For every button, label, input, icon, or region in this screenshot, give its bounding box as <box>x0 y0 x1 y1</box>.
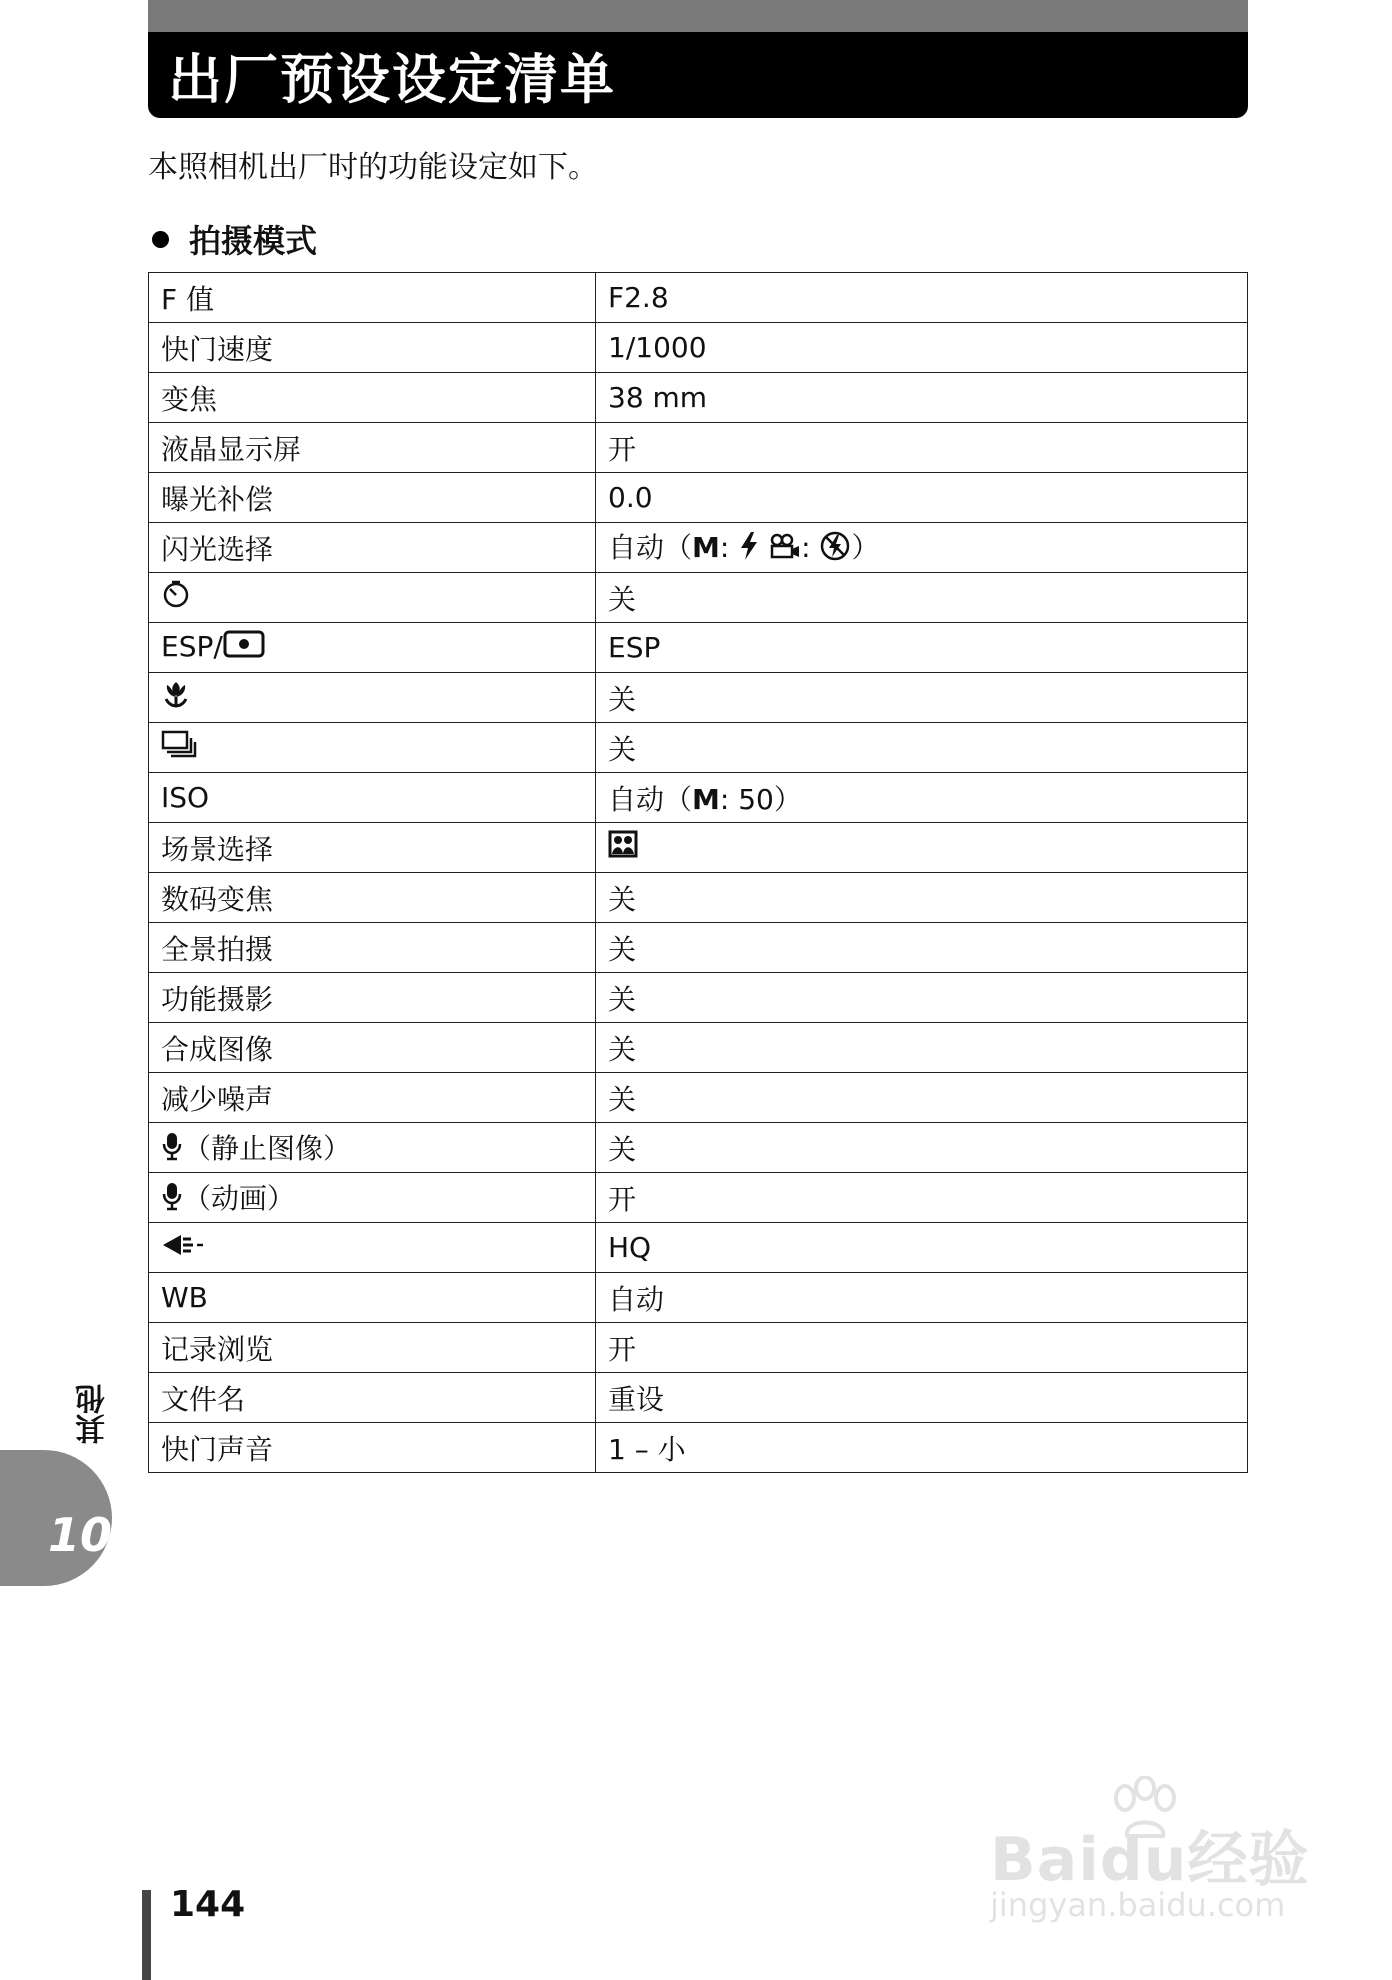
page-title: 出厂预设设定清单 <box>168 47 616 111</box>
bullet-icon <box>152 231 169 248</box>
setting-label <box>149 1123 596 1173</box>
table-row <box>149 623 1248 673</box>
setting-value: 关 <box>596 873 1248 923</box>
setting-label: 场景选择 <box>149 823 596 873</box>
table-row <box>149 923 1248 973</box>
table-row <box>149 373 1248 423</box>
setting-value: 开 <box>596 1173 1248 1223</box>
setting-value: 开 <box>596 1323 1248 1373</box>
close-paren-text: ） <box>851 531 880 565</box>
chapter-number: 10 <box>48 1508 113 1562</box>
microphone-icon <box>161 1131 183 1168</box>
setting-label: 功能摄影 <box>149 973 596 1023</box>
setting-label: 数码变焦 <box>149 873 596 923</box>
section-heading <box>152 216 317 262</box>
image-quality-icon <box>161 1232 205 1265</box>
setting-value: F2.8 <box>596 273 1248 323</box>
setting-value: ESP <box>596 623 1248 673</box>
spot-metering-icon <box>223 630 265 665</box>
watermark-url: jingyan.baidu.com <box>990 1886 1286 1924</box>
esp-label: ESP/ <box>161 629 223 663</box>
table-row <box>149 723 1248 773</box>
setting-label: 记录浏览 <box>149 1323 596 1373</box>
setting-label: 曝光补偿 <box>149 473 596 523</box>
setting-value: 关 <box>596 1123 1248 1173</box>
manual-mode-label: M <box>692 531 720 565</box>
setting-label: 合成图像 <box>149 1023 596 1073</box>
table-row <box>149 323 1248 373</box>
table-row <box>149 1173 1248 1223</box>
manual-mode-label: M <box>692 782 720 816</box>
setting-value: 重设 <box>596 1373 1248 1423</box>
setting-label <box>149 673 596 723</box>
watermark-text: Baidu经验 <box>990 1825 1310 1895</box>
table-row <box>149 1373 1248 1423</box>
setting-label: 闪光选择 <box>149 523 596 573</box>
setting-value: 关 <box>596 1073 1248 1123</box>
microphone-icon <box>161 1181 183 1218</box>
setting-label: 快门速度 <box>149 323 596 373</box>
setting-value: 关 <box>596 923 1248 973</box>
table-row <box>149 673 1248 723</box>
table-row <box>149 1423 1248 1473</box>
setting-label: 快门声音 <box>149 1423 596 1473</box>
setting-value: HQ <box>596 1223 1248 1273</box>
table-row <box>149 1123 1248 1173</box>
setting-value: 0.0 <box>596 473 1248 523</box>
page-number-bar <box>142 1890 151 1980</box>
setting-label: WB <box>149 1273 596 1323</box>
table-row <box>149 423 1248 473</box>
table-row <box>149 1323 1248 1373</box>
chapter-label: 其他 <box>76 1384 111 1444</box>
flash-off-icon <box>819 530 851 569</box>
setting-value <box>596 773 1248 823</box>
setting-value: 关 <box>596 973 1248 1023</box>
self-timer-icon <box>161 579 191 616</box>
setting-value: 开 <box>596 423 1248 473</box>
setting-value: 关 <box>596 1023 1248 1073</box>
setting-value: 1 – 小 <box>596 1423 1248 1473</box>
macro-icon <box>161 679 191 716</box>
setting-value <box>596 523 1248 573</box>
table-row <box>149 273 1248 323</box>
setting-label: 变焦 <box>149 373 596 423</box>
setting-value: 关 <box>596 673 1248 723</box>
iso-manual-value: : 50） <box>719 782 802 816</box>
title-bar <box>148 32 1248 118</box>
settings-table <box>148 272 1248 1473</box>
table-row <box>149 523 1248 573</box>
setting-value: 1/1000 <box>596 323 1248 373</box>
setting-label: 文件名 <box>149 1373 596 1423</box>
setting-value <box>596 823 1248 873</box>
table-row <box>149 773 1248 823</box>
portrait-scene-icon <box>608 830 638 865</box>
colon-text: : <box>719 531 730 565</box>
setting-label: 减少噪声 <box>149 1073 596 1123</box>
table-row <box>149 873 1248 923</box>
section-title: 拍摄模式 <box>189 222 318 260</box>
setting-value: 38 mm <box>596 373 1248 423</box>
table-row <box>149 1023 1248 1073</box>
table-row <box>149 1073 1248 1123</box>
setting-value: 自动 <box>596 1273 1248 1323</box>
setting-label <box>149 1223 596 1273</box>
flash-auto-text: 自动（ <box>608 531 693 565</box>
setting-value: 关 <box>596 723 1248 773</box>
table-row <box>149 823 1248 873</box>
mic-still-label: （静止图像） <box>183 1131 352 1165</box>
iso-auto-text: 自动（ <box>608 782 693 816</box>
table-row <box>149 573 1248 623</box>
mic-movie-label: （动画） <box>183 1181 296 1215</box>
watermark <box>990 1776 1310 1936</box>
table-row <box>149 473 1248 523</box>
header-gray-bar <box>148 0 1248 32</box>
setting-label <box>149 723 596 773</box>
setting-label <box>149 573 596 623</box>
setting-label <box>149 623 596 673</box>
page-number: 144 <box>170 1884 246 1925</box>
movie-icon <box>769 533 801 566</box>
setting-label: F 值 <box>149 273 596 323</box>
table-row <box>149 973 1248 1023</box>
setting-label: ISO <box>149 773 596 823</box>
colon-text: : <box>801 531 811 565</box>
flash-auto-icon <box>738 531 760 568</box>
table-row <box>149 1273 1248 1323</box>
table-row <box>149 1223 1248 1273</box>
sequential-shooting-icon <box>161 730 197 765</box>
setting-label <box>149 1173 596 1223</box>
setting-label: 液晶显示屏 <box>149 423 596 473</box>
setting-label: 全景拍摄 <box>149 923 596 973</box>
intro-text: 本照相机出厂时的功能设定如下。 <box>148 150 598 185</box>
setting-value: 关 <box>596 573 1248 623</box>
